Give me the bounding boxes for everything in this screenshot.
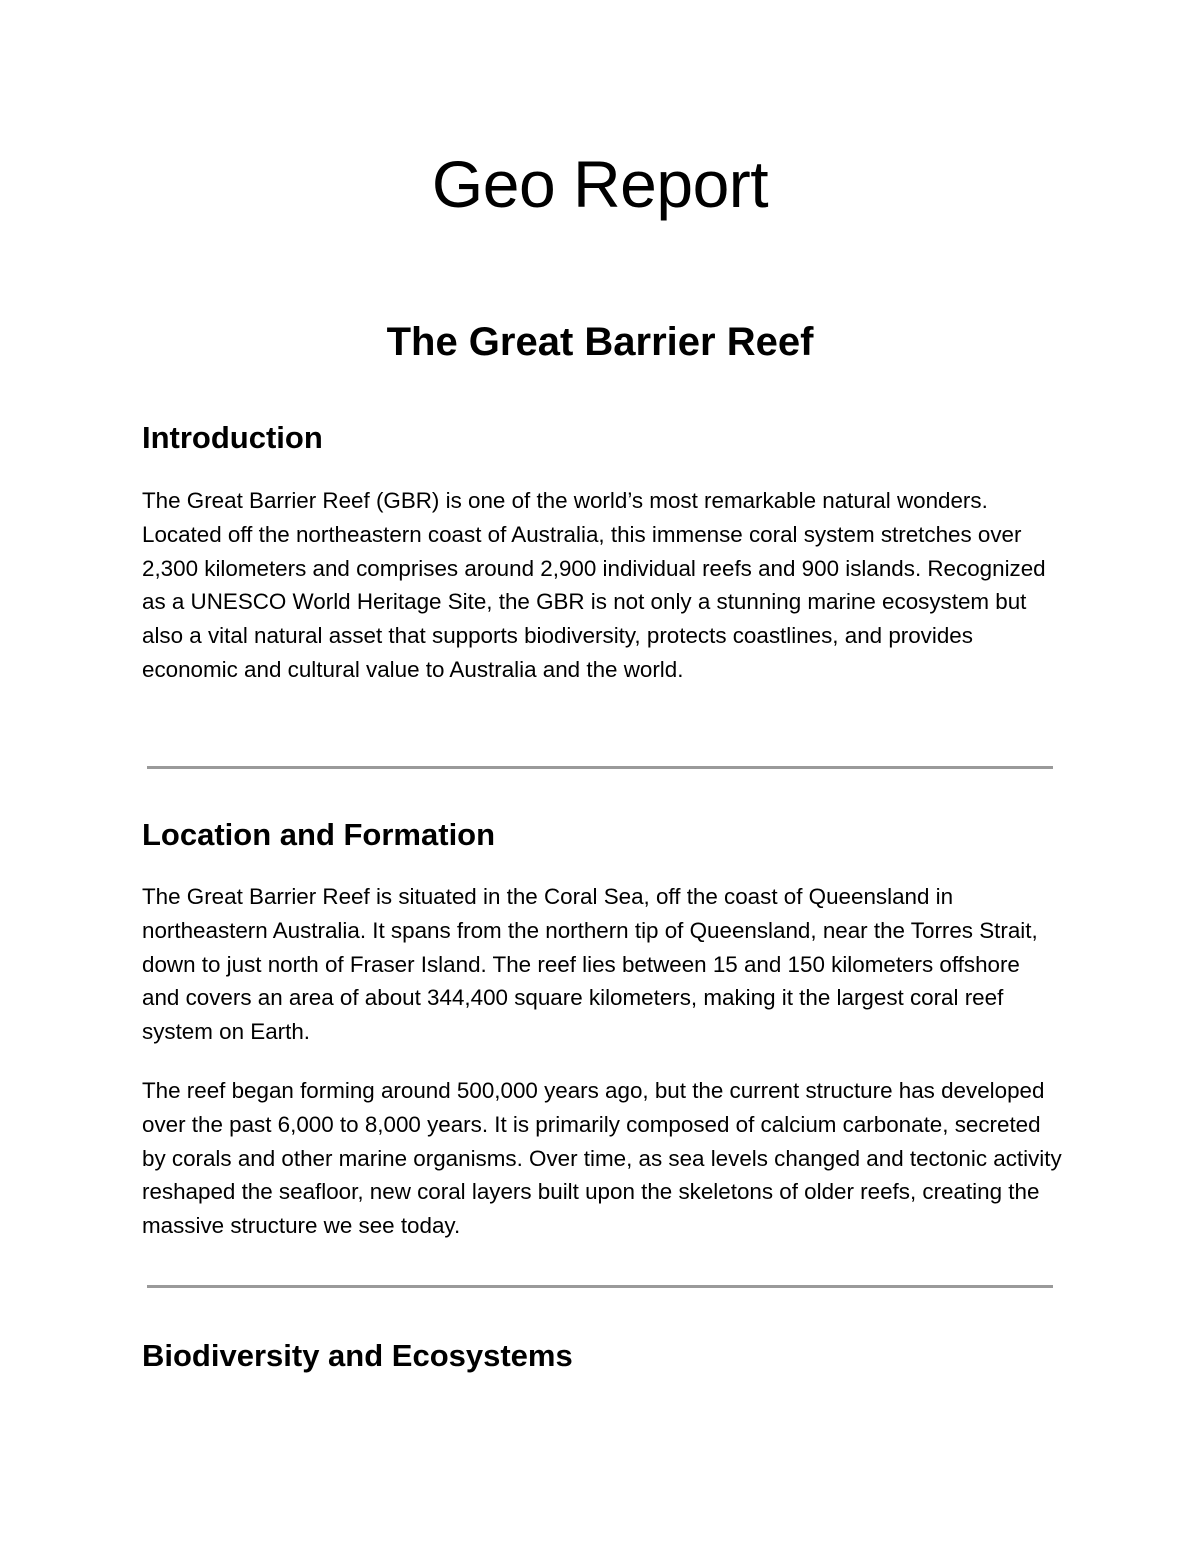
- section-heading-introduction: Introduction: [142, 420, 323, 455]
- section-divider: [147, 766, 1053, 769]
- section-divider: [147, 1285, 1053, 1288]
- document-subtitle: The Great Barrier Reef: [386, 320, 814, 364]
- document-title: Geo Report: [431, 147, 769, 221]
- section-heading-location-formation: Location and Formation: [142, 817, 496, 852]
- location-paragraph-2: The reef began forming around 500,000 years ago, but the current structure has developed over the past 6,000 to 8,000 years. It is primarily composed of calcium carbonate, secreted by corals and other marine organisms. Over time, as sea levels changed and tectonic activity reshaped the seafloor, new coral layers built upon the skeletons of older reefs, creating the massive structure we see today.: [142, 1078, 1062, 1239]
- section-heading-biodiversity: Biodiversity and Ecosystems: [142, 1338, 573, 1373]
- introduction-paragraph: The Great Barrier Reef (GBR) is one of the world’s most remarkable natural wonders. Located off the northeastern coast of Australia, this immense coral system stretches over 2,300 kilometers and comprises around 2,900 individual reefs and 900 islands. Recognized as a UNESCO World Heritage Site, the GBR is not only a stunning marine ecosystem but also a vital natural asset that supports biodiversity, protects coastlines, and provides economic and cultural value to Australia and the world.: [142, 488, 1046, 682]
- location-paragraph-1: The Great Barrier Reef is situated in the Coral Sea, off the coast of Queensland in northeastern Australia. It spans from the northern tip of Queensland, near the Torres Strait, down to just north of Fraser Island. The reef lies between 15 and 150 kilometers offshore and covers an area of about 344,400 square kilometers, making it the largest coral reef system on Earth.: [142, 884, 1038, 1045]
